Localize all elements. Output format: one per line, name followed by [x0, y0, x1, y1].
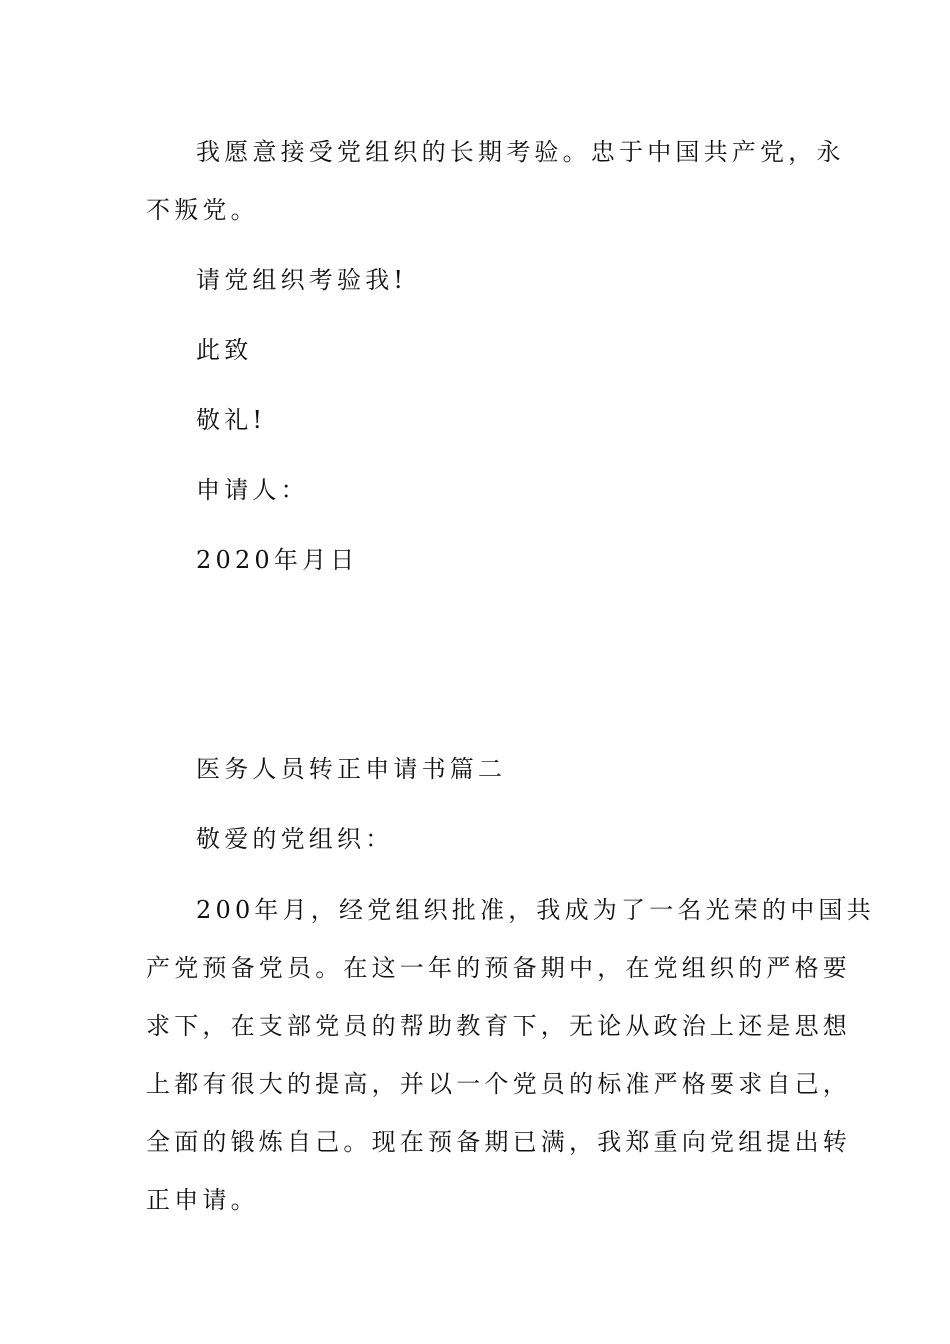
body-line: 上都有很大的提高，并以一个党员的标准严格要求自己，: [146, 1070, 851, 1098]
body-line: 200年月，经党组织批准，我成为了一名光荣的中国共: [196, 896, 875, 924]
body-line: 正申请。: [146, 1186, 259, 1214]
paragraph-line: 不叛党。: [146, 196, 259, 224]
body-line: 求下，在支部党员的帮助教育下，无论从政治上还是思想: [146, 1012, 851, 1040]
date-line: 2020年月日: [196, 546, 359, 574]
paragraph-line: 我愿意接受党组织的长期考验。忠于中国共产党，永: [196, 138, 845, 166]
body-line: 产党预备党员。在这一年的预备期中，在党组织的严格要: [146, 954, 851, 982]
closing-phrase: 此致: [196, 336, 253, 364]
salutation: 敬爱的党组织：: [196, 825, 394, 853]
paragraph: 请党组织考验我!: [196, 266, 408, 294]
closing-salute: 敬礼!: [196, 406, 267, 434]
body-line: 全面的锻炼自己。现在预备期已满，我郑重向党组提出转: [146, 1128, 851, 1156]
section-heading: 医务人员转正申请书篇二: [196, 755, 507, 783]
applicant-label: 申请人：: [196, 476, 309, 504]
